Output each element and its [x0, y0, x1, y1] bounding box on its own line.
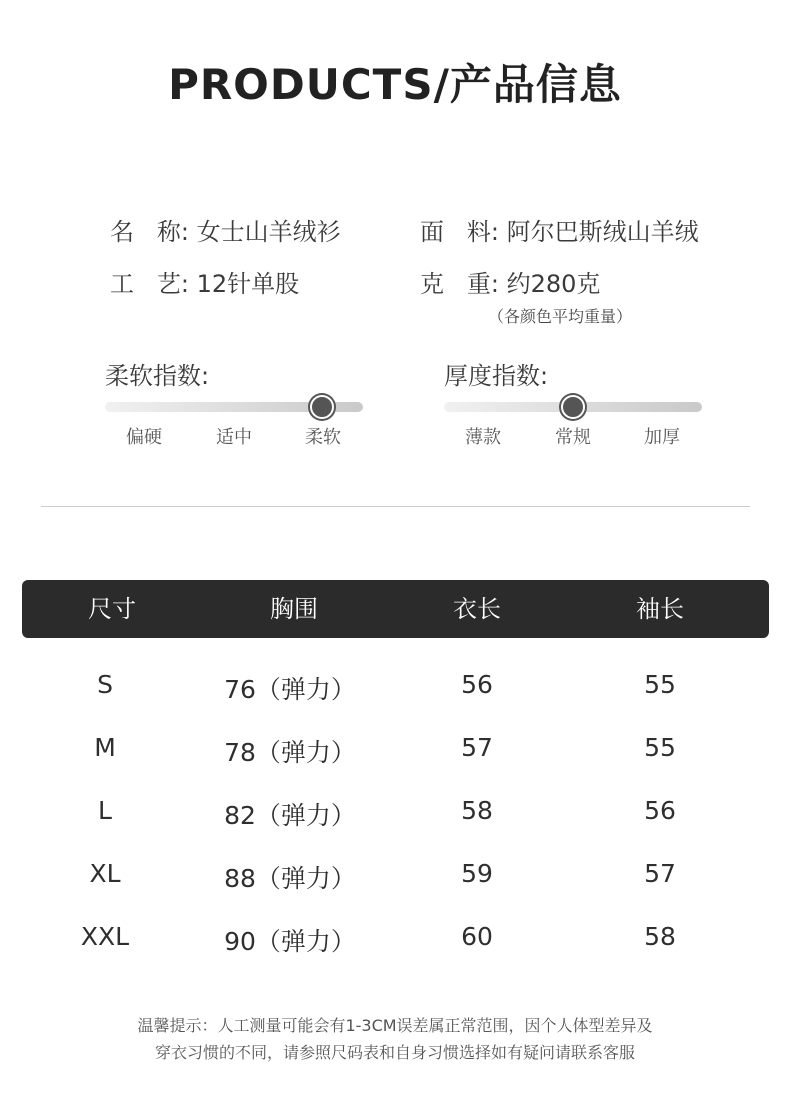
- cell-length: 59: [461, 859, 493, 888]
- cell-length: 58: [461, 796, 493, 825]
- fabric-label: 面 料:: [420, 218, 499, 246]
- cell-size: S: [97, 670, 113, 699]
- fabric-value: 阿尔巴斯绒山羊绒: [506, 218, 699, 246]
- cell-chest: 90（弹力）: [224, 927, 356, 956]
- cell-chest: 78（弹力）: [224, 738, 356, 767]
- header-size: 尺寸: [88, 595, 136, 623]
- cell-sleeve: 55: [644, 670, 676, 699]
- cell-sleeve: 58: [644, 922, 676, 951]
- header-chest: 胸围: [270, 595, 318, 623]
- weight-value: 约280克: [506, 270, 601, 298]
- cell-length: 60: [461, 922, 493, 951]
- name-value: 女士山羊绒衫: [196, 218, 341, 246]
- cell-chest: 76（弹力）: [224, 675, 356, 704]
- name-label: 名 称:: [110, 218, 189, 246]
- cell-size: XL: [89, 859, 121, 888]
- header-sleeve: 袖长: [636, 595, 684, 623]
- craft-value: 12针单股: [196, 270, 300, 298]
- thickness-tick-regular: 常规: [555, 427, 591, 448]
- cell-size: M: [94, 733, 116, 762]
- cell-sleeve: 57: [644, 859, 676, 888]
- craft-label: 工 艺:: [110, 270, 189, 298]
- header-length: 衣长: [453, 595, 501, 623]
- info-fabric: [420, 212, 699, 247]
- thickness-tick-thin: 薄款: [465, 427, 501, 448]
- softness-tick-medium: 适中: [216, 427, 252, 448]
- softness-tick-soft: 柔软: [305, 427, 341, 448]
- footer-note-line2: 穿衣习惯的不同，请参照尺码表和自身习惯选择如有疑问请联系客服: [154, 1043, 635, 1062]
- weight-note: （各颜色平均重量）: [488, 307, 633, 326]
- thickness-tick-thick: 加厚: [644, 427, 680, 448]
- softness-tick-hard: 偏硬: [126, 427, 162, 448]
- info-craft: [110, 264, 299, 299]
- section-divider: [41, 506, 750, 507]
- thickness-knob: [561, 395, 585, 419]
- cell-chest: 88（弹力）: [224, 864, 356, 893]
- weight-label: 克 重:: [420, 270, 499, 298]
- cell-sleeve: 56: [644, 796, 676, 825]
- cell-size: XXL: [80, 922, 130, 951]
- cell-chest: 82（弹力）: [224, 801, 356, 830]
- size-table-header: [22, 580, 769, 638]
- cell-sleeve: 55: [644, 733, 676, 762]
- softness-knob: [310, 395, 334, 419]
- thickness-title: 厚度指数:: [444, 362, 549, 390]
- softness-title: 柔软指数:: [105, 362, 210, 390]
- footer-note-line1: 温馨提示：人工测量可能会有1-3CM误差属正常范围，因个人体型差异及: [137, 1016, 653, 1035]
- cell-length: 57: [461, 733, 493, 762]
- cell-size: L: [98, 796, 112, 825]
- cell-length: 56: [461, 670, 493, 699]
- info-weight: [420, 264, 600, 299]
- page-title: PRODUCTS/产品信息: [168, 60, 622, 109]
- info-name: [110, 212, 341, 247]
